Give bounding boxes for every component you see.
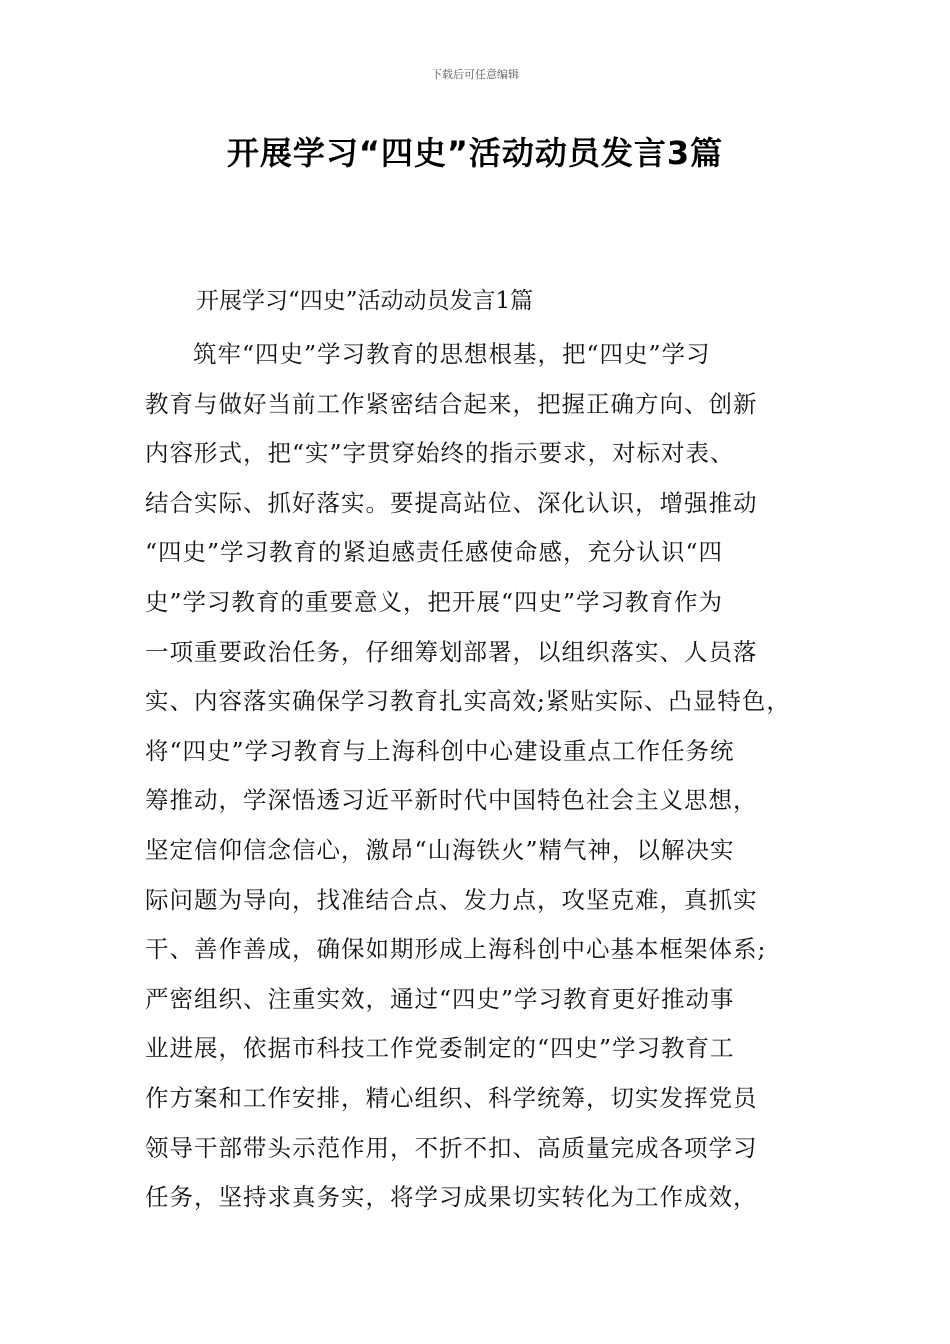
- paragraph-line: 教育与做好当前工作紧密结合起来，把握正确方向、创新: [145, 389, 758, 418]
- paragraph-line: “四史”学习教育的紧迫感责任感使命感，充分认识“四: [145, 538, 724, 567]
- section-heading: 开展学习“四史”活动动员发言1篇: [196, 288, 534, 314]
- paragraph-line: 作方案和工作安排，精心组织、科学统筹，切实发挥党员: [145, 1083, 758, 1112]
- paragraph-line: 严密组织、注重实效，通过“四史”学习教育更好推动事: [145, 984, 735, 1013]
- header-note: 下载后可任意编辑: [431, 68, 519, 81]
- paragraph-line: 史”学习教育的重要意义，把开展“四史”学习教育作为: [145, 587, 724, 616]
- paragraph-line: 业进展，依据市科技工作党委制定的“四史”学习教育工: [145, 1034, 735, 1063]
- document-title: 开展学习“四史”活动动员发言3篇: [226, 134, 724, 172]
- paragraph-line: 结合实际、抓好落实。要提高站位、深化认识，增强推动: [145, 488, 758, 517]
- paragraph-line: 任务，坚持求真务实，将学习成果切实转化为工作成效，: [145, 1183, 758, 1212]
- paragraph: [145, 330, 835, 1223]
- paragraph-line: 坚定信仰信念信心，激昂“山海铁火”精气神，以解决实: [145, 835, 735, 864]
- paragraph-line: 领导干部带头示范作用，不折不扣、高质量完成各项学习: [145, 1133, 758, 1162]
- paragraph-line: 一项重要政治任务，仔细筹划部署，以组织落实、人员落: [145, 637, 758, 666]
- paragraph-line: 内容形式，把“实”字贯穿始终的指示要求，对标对表、: [145, 439, 735, 468]
- paragraph-line: 实、内容落实确保学习教育扎实高效;紧贴实际、凸显特色，: [145, 687, 791, 716]
- paragraph-line: 筑牢“四史”学习教育的思想根基，把“四史”学习: [193, 340, 711, 368]
- paragraph-line: 筹推动，学深悟透习近平新时代中国特色社会主义思想，: [145, 786, 758, 815]
- paragraph-line: 际问题为导向，找准结合点、发力点，攻坚克难，真抓实: [145, 885, 758, 914]
- paragraph-line: 将“四史”学习教育与上海科创中心建设重点工作任务统: [145, 736, 735, 765]
- paragraph-line: 干、善作善成，确保如期形成上海科创中心基本框架体系;: [145, 935, 767, 964]
